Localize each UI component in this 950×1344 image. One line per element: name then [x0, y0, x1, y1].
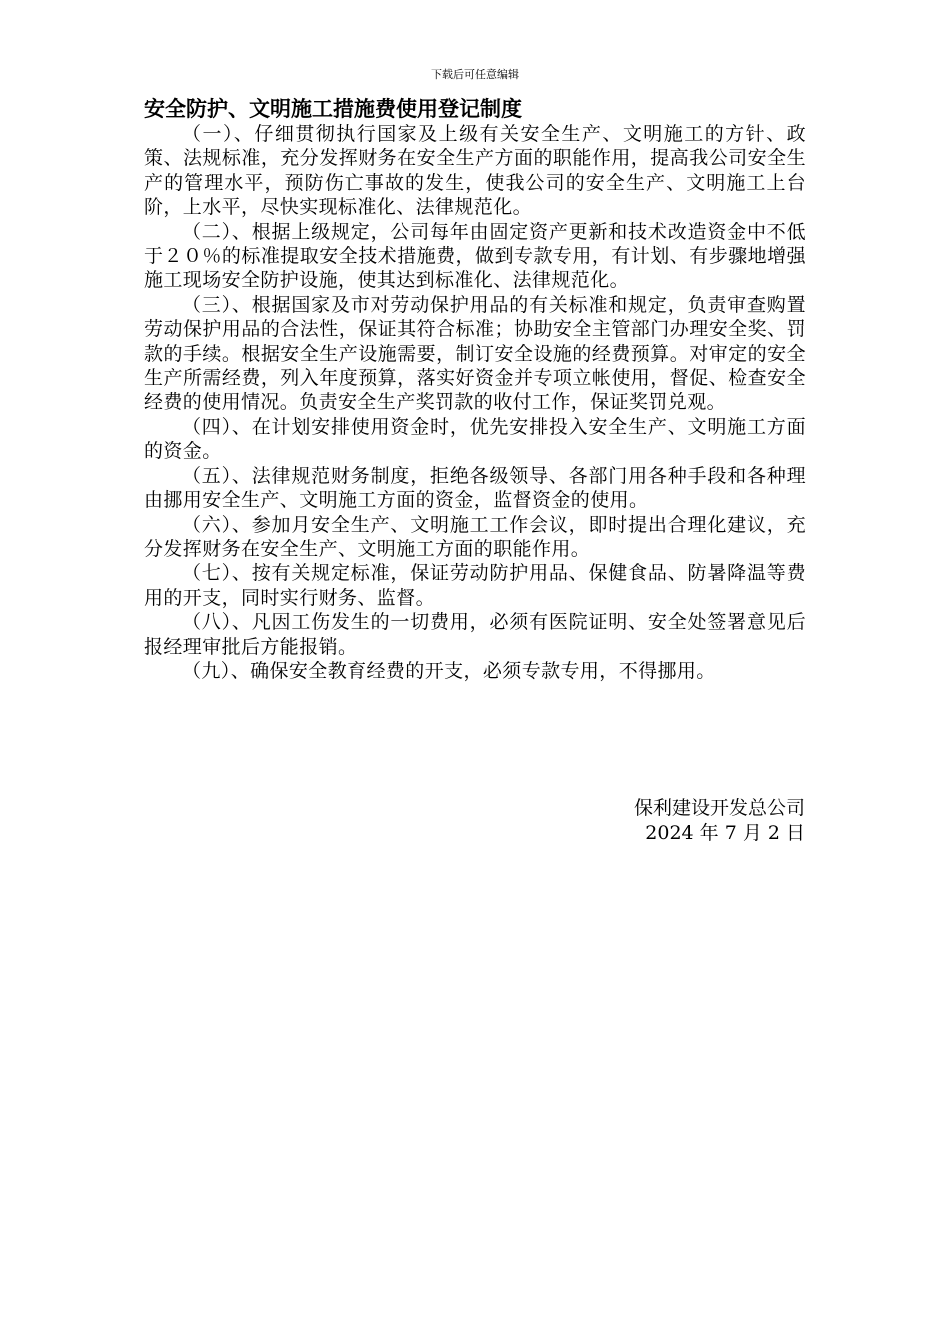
clause-6: （六）、参加月安全生产、文明施工工作会议，即时提出合理化建议，充分发挥财务在安全生产、文明施工方面的职能作用。 [144, 513, 806, 560]
clause-3: （三）、根据国家及市对劳动保护用品的有关标准和规定，负责审查购置劳动保护用品的合法性，保证其符合标准；协助安全主管部门办理安全奖、罚款的手续。根据安全生产设施需要，制订安全设施的经费预算。对审定的安全生产所需经费，列入年度预算，落实好资金并专项立帐使用，督促、检查安全经费的使用情况。负责安全生产奖罚款的收付工作，保证奖罚兑观。 [144, 293, 806, 414]
clause-1: （一）、仔细贯彻执行国家及上级有关安全生产、文明施工的方针、政策、法规标准，充分发挥财务在安全生产方面的职能作用，提高我公司安全生产的管理水平，预防伤亡事故的发生，使我公司的安全生产、文明施工上台阶，上水平，尽快实现标准化、法律规范化。 [144, 123, 806, 219]
clause-9: （九）、确保安全教育经费的开支，必须专款专用，不得挪用。 [182, 659, 716, 682]
clause-2: （二）、根据上级规定，公司每年由固定资产更新和技术改造资金中不低于２０％的标准提取安全技术措施费，做到专款专用，有计划、有步骤地增强施工现场安全防护设施，使其达到标准化、法律规范化。 [144, 220, 806, 292]
document-body [144, 96, 806, 683]
clause-7: （七）、按有关规定标准，保证劳动防护用品、保健食品、防暑降温等费用的开支，同时实行财务、监督。 [144, 562, 806, 609]
header-note: 下载后可任意编辑 [431, 68, 519, 81]
document-title: 安全防护、文明施工措施费使用登记制度 [144, 97, 522, 121]
signature-block [634, 796, 805, 845]
clause-5: （五）、法律规范财务制度，拒绝各级领导、各部门用各种手段和各种理由挪用安全生产、文明施工方面的资金，监督资金的使用。 [144, 464, 806, 512]
clause-8: （八）、凡因工伤发生的一切费用，必须有医院证明、安全处签署意见后报经理审批后方能报销。 [144, 611, 806, 658]
clause-4: （四）、在计划安排使用资金时，优先安排投入安全生产、文明施工方面的资金。 [144, 415, 806, 463]
signature-date: 2024 年 7 月 2 日 [645, 821, 805, 844]
signature-company: 保利建设开发总公司 [633, 797, 805, 819]
